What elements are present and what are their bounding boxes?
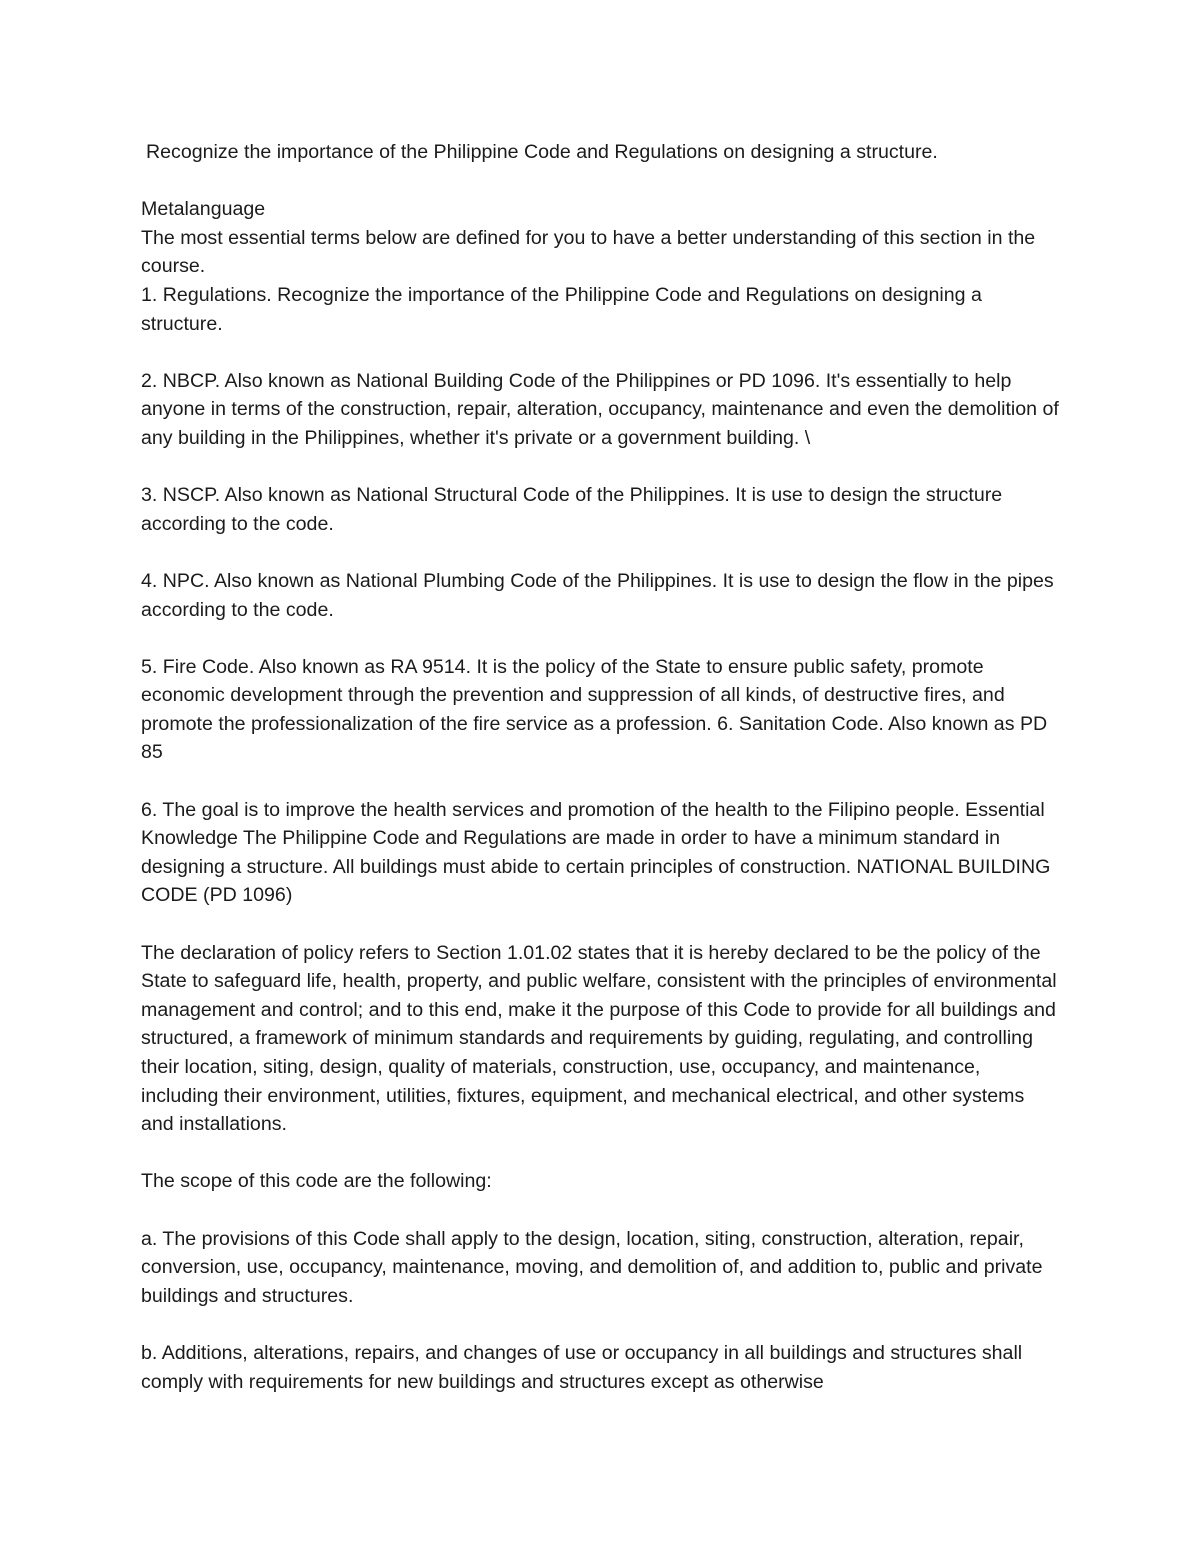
term-item-fire-code: 5. Fire Code. Also known as RA 9514. It is the policy of the State to ensure public safety, promote economic development through the prevention and suppression of all kinds, of destructive fires, and promote the professionalization of the fire service as a profession. 6. Sanitation Code. Also known as PD 85 xyxy=(141,655,1048,764)
objective-line: Recognize the importance of the Philippine Code and Regulations on designing a structure. xyxy=(146,141,938,163)
term-item-npc: 4. NPC. Also known as National Plumbing Code of the Philippines. It is use to design the flow in the pipes according to the code. xyxy=(141,569,1054,621)
term-item-nbcp: 2. NBCP. Also known as National Building Code of the Philippines or PD 1096. It's essentially to help anyone in terms of the construction, repair, alteration, occupancy, maintenance and even the demolition of any building in the Philippines, whether it's private or a government building. \ xyxy=(141,369,1059,449)
metalanguage-intro: The most essential terms below are defined for you to have a better understanding of this section in the course. xyxy=(141,226,1036,278)
term-item-regulations: 1. Regulations. Recognize the importance of the Philippine Code and Regulations on designing a structure. xyxy=(141,283,982,335)
metalanguage-heading: Metalanguage xyxy=(141,198,266,221)
scope-item-b: b. Additions, alterations, repairs, and changes of use or occupancy in all buildings and structures shall comply with requirements for new buildings and structures except as otherwise xyxy=(141,1341,1023,1393)
scope-intro: The scope of this code are the following: xyxy=(141,1170,492,1193)
scope-item-a: a. The provisions of this Code shall apply to the design, location, siting, construction, alteration, repair, conversion, use, occupancy, maintenance, moving, and demolition of, and addition to, public and private buildings and structures. xyxy=(141,1227,1043,1307)
declaration-paragraph: The declaration of policy refers to Section 1.01.02 states that it is hereby declared to be the policy of the State to safeguard life, health, property, and public welfare, consistent with the principles of environmental management and control; and to this end, make it the purpose of this Code to provide for all buildings and structured, a framework of minimum standards and requirements by guiding, regulating, and controlling their location, siting, design, quality of materials, construction, use, occupancy, and maintenance, including their environment, utilities, fixtures, equipment, and mechanical electrical, and other systems and installations. xyxy=(141,941,1057,1136)
term-item-nscp: 3. NSCP. Also known as National Structural Code of the Philippines. It is use to design the structure according to the code. xyxy=(141,484,1003,535)
term-item-sanitation-goal: 6. The goal is to improve the health services and promotion of the health to the Filipino people. Essential Knowledge The Philippine Code and Regulations are made in order to have a minimum standard in designing a structure. All buildings must abide to certain principles of construction. NATIONAL BUILDING CODE (PD 1096) xyxy=(141,798,1051,907)
